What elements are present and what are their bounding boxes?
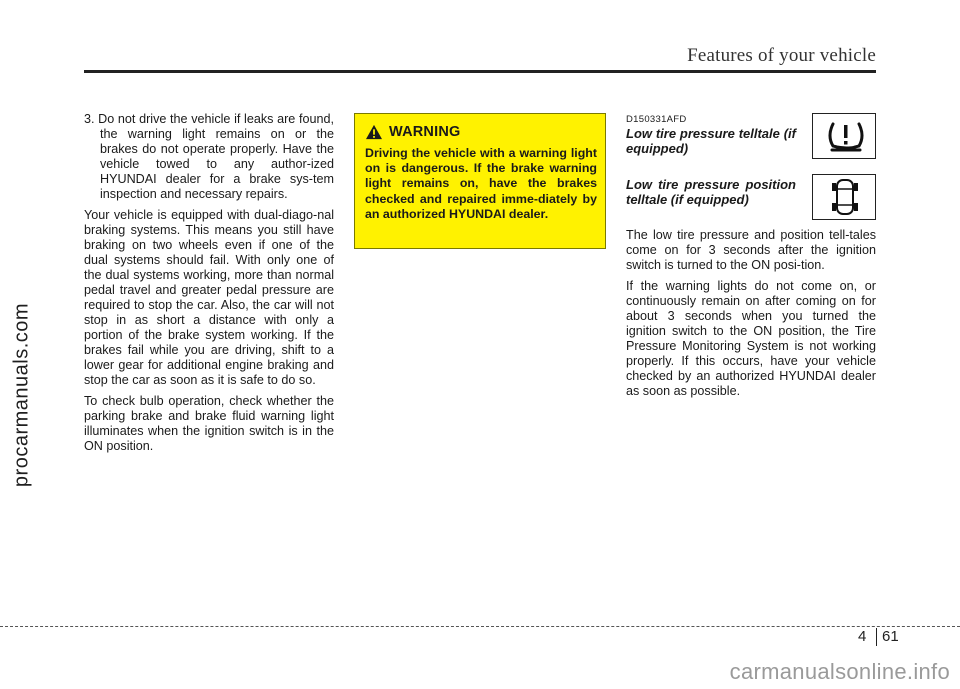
warning-box	[354, 113, 606, 249]
footer-rule	[0, 626, 960, 627]
tpms-malfunction-paragraph: If the warning lights do not come on, or continuously remain on after coming on for about 3 seconds when you turned the ignition switch to the ON position, the Tire Pressure Monitoring System is not working properly. If this occurs, have your vehicle checked by an authorized HYUNDAI dealer as soon as possible.	[626, 279, 876, 398]
warning-title: WARNING	[389, 124, 461, 140]
warning-header	[365, 124, 597, 140]
header-rule	[84, 70, 876, 73]
section-code: D150331AFD	[626, 114, 687, 125]
tire-position-icon	[812, 174, 876, 220]
dual-brake-paragraph: Your vehicle is equipped with dual-diago-nal braking systems. This means you still have braking on two wheels even if one of the dual systems should fail. With only one of the dual systems working, more than normal pedal travel and greater pedal pressure are required to stop the car. Also, the car will not stop in as short a distance with only a portion of the brake system working. If the brakes fail while you are driving, shift to a lower gear for additional engine braking and stop the car as soon as it is safe to do so.	[84, 208, 334, 387]
bottom-watermark: carmanualsonline.info	[729, 659, 950, 684]
telltale-duration-paragraph: The low tire pressure and position tell-tales come on for 3 seconds after the ignition switch is turned to the ON posi-tion.	[626, 228, 876, 272]
page-number: 61	[882, 628, 899, 645]
warning-body: Driving the vehicle with a warning light on is dangerous. If the brake warning light remains on, have the brakes checked and repaired imme-diately by an authorized HYUNDAI dealer.	[365, 146, 597, 221]
bulb-check-paragraph: To check bulb operation, check whether the parking brake and brake fluid warning light illuminates when the ignition switch is in the ON position.	[84, 394, 334, 453]
right-text-block	[626, 228, 876, 405]
left-column	[84, 112, 334, 460]
list-item-3: 3. Do not drive the vehicle if leaks are found, the warning light remains on or the brakes do not operate properly. Have the vehicle towed to any author-ized HYUNDAI dealer for a brake sys-tem inspection and necessary repairs.	[84, 112, 334, 201]
telltale-2-title: Low tire pressure position telltale (if equipped)	[626, 177, 796, 207]
chapter-number: 4	[858, 628, 867, 645]
telltale-1-title: Low tire pressure telltale (if equipped)	[626, 126, 796, 156]
right-column	[626, 112, 876, 452]
warning-triangle-icon	[365, 124, 383, 140]
page-number-separator	[876, 628, 877, 646]
side-watermark: procarmanuals.com	[10, 302, 33, 488]
section-title: Features of your vehicle	[687, 45, 876, 66]
low-tire-pressure-icon	[812, 113, 876, 159]
